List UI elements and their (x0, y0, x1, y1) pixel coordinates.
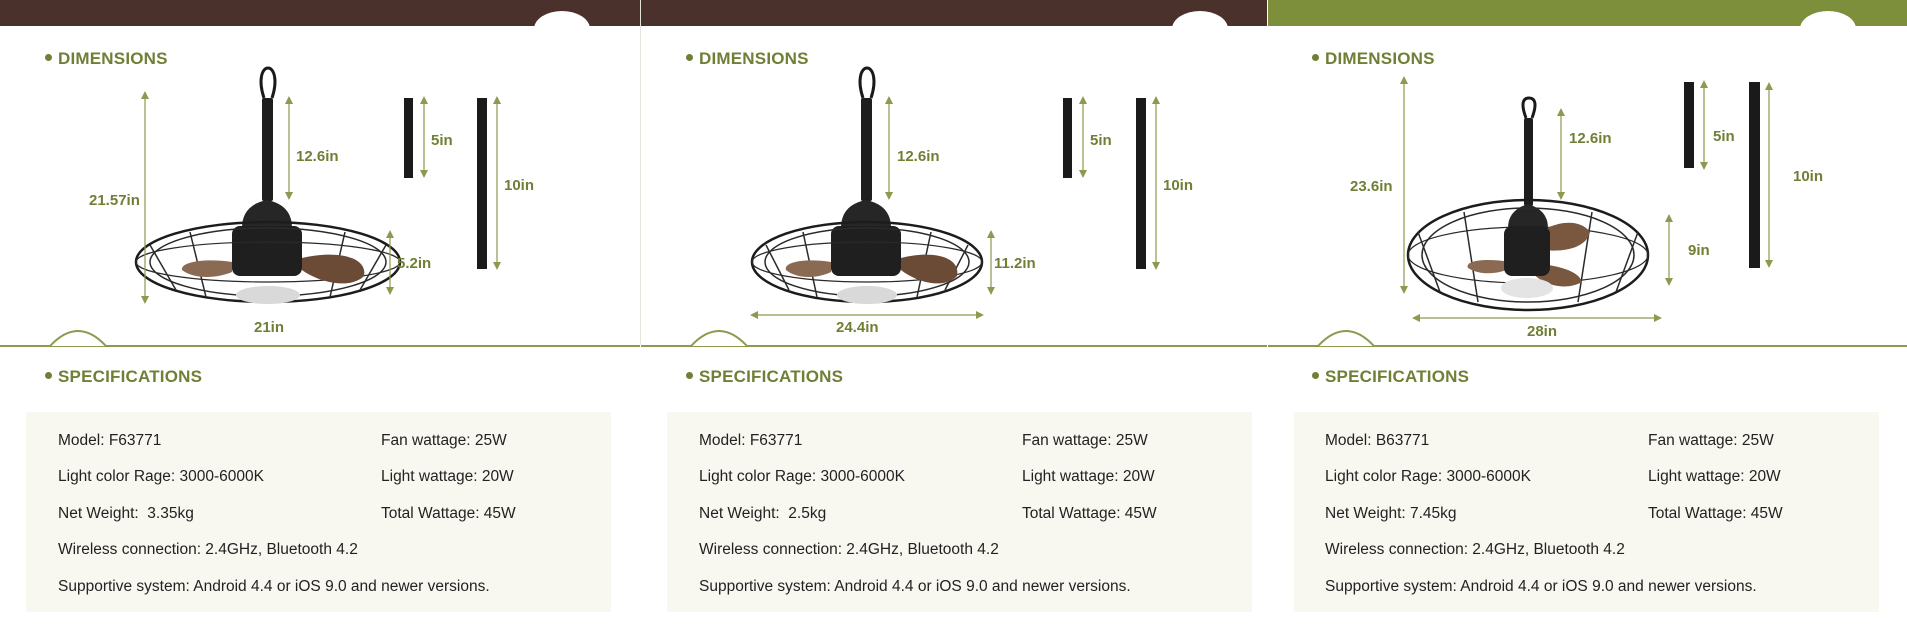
product-panel-2 (641, 0, 1267, 640)
spec-light-color: Light color Rage: 3000-6000K (58, 468, 264, 485)
long-rod-label: 10in (504, 177, 535, 194)
dimensions-heading: DIMENSIONS (1312, 49, 1435, 69)
spec-model: Model: B63771 (1325, 432, 1430, 449)
spec-net-weight: Net Weight: 7.45kg (1325, 505, 1457, 522)
dimension-lines (750, 96, 1160, 319)
diameter-label: 24.4in (836, 319, 879, 336)
downrod-10in-image (477, 98, 487, 269)
spec-light-color: Light color Rage: 3000-6000K (1325, 468, 1531, 485)
spec-wireless: Wireless connection: 2.4GHz, Bluetooth 4.2 (58, 541, 358, 558)
fan-image (752, 68, 982, 304)
downrod-length-label: 12.6in (897, 148, 940, 165)
bullet-icon (686, 372, 693, 379)
downrod-10in-image (1136, 98, 1146, 269)
short-rod-label: 5in (1713, 128, 1735, 145)
fan-dimension-figure (641, 0, 1267, 345)
product-panel-3 (1268, 0, 1907, 640)
spec-supportive-system: Supportive system: Android 4.4 or iOS 9.0 and newer versions. (58, 578, 490, 595)
downrod-length-label: 12.6in (1569, 130, 1612, 147)
diameter-label: 28in (1527, 323, 1558, 340)
dimensions-heading: DIMENSIONS (686, 49, 809, 69)
short-rod-label: 5in (1090, 132, 1112, 149)
spec-wireless: Wireless connection: 2.4GHz, Bluetooth 4.2 (1325, 541, 1625, 558)
specifications-heading: SPECIFICATIONS (45, 367, 202, 387)
spec-light-color: Light color Rage: 3000-6000K (699, 468, 905, 485)
fan-dimension-figure (1268, 0, 1907, 345)
long-rod-label: 10in (1793, 168, 1824, 185)
spec-fan-wattage: Fan wattage: 25W (1648, 432, 1774, 449)
body-height-label: 11.2in (994, 255, 1036, 272)
bullet-icon (45, 372, 52, 379)
spec-model: Model: F63771 (699, 432, 803, 449)
spec-supportive-system: Supportive system: Android 4.4 or iOS 9.0 and newer versions. (1325, 578, 1757, 595)
spec-fan-wattage: Fan wattage: 25W (1022, 432, 1148, 449)
bullet-icon (1312, 372, 1319, 379)
spec-light-wattage: Light wattage: 20W (1648, 468, 1781, 485)
fan-image (136, 68, 400, 304)
downrod-length-label: 12.6in (296, 148, 339, 165)
long-rod-label: 10in (1163, 177, 1194, 194)
fan-image (1408, 98, 1648, 310)
spec-fan-wattage: Fan wattage: 25W (381, 432, 507, 449)
diameter-label: 21in (254, 319, 285, 336)
spec-supportive-system: Supportive system: Android 4.4 or iOS 9.0 and newer versions. (699, 578, 1131, 595)
divider-tab (48, 326, 108, 346)
downrod-5in-image (1063, 98, 1072, 178)
spec-wireless: Wireless connection: 2.4GHz, Bluetooth 4.2 (699, 541, 999, 558)
fan-dimension-figure (0, 0, 640, 345)
spec-total-wattage: Total Wattage: 45W (381, 505, 516, 522)
downrod-10in-image (1749, 82, 1760, 268)
spec-light-wattage: Light wattage: 20W (1022, 468, 1155, 485)
product-panel-1 (0, 0, 640, 640)
divider-tab (689, 326, 749, 346)
specifications-heading: SPECIFICATIONS (686, 367, 843, 387)
spec-net-weight: Net Weight: 2.5kg (699, 505, 827, 522)
spec-model: Model: F63771 (58, 432, 162, 449)
dimension-lines (1400, 76, 1773, 322)
total-height-label: 21.57in (89, 192, 140, 209)
specifications-heading: SPECIFICATIONS (1312, 367, 1469, 387)
downrod-5in-image (404, 98, 413, 178)
spec-net-weight: Net Weight: 3.35kg (58, 505, 194, 522)
spec-total-wattage: Total Wattage: 45W (1648, 505, 1783, 522)
spec-total-wattage: Total Wattage: 45W (1022, 505, 1157, 522)
dimensions-heading: DIMENSIONS (45, 49, 168, 69)
divider-tab (1316, 326, 1376, 346)
body-height-label: 9in (1688, 242, 1710, 259)
short-rod-label: 5in (431, 132, 453, 149)
downrod-5in-image (1684, 82, 1694, 168)
body-height-label: 5.2in (397, 255, 432, 272)
spec-light-wattage: Light wattage: 20W (381, 468, 514, 485)
total-height-label: 23.6in (1350, 178, 1393, 195)
